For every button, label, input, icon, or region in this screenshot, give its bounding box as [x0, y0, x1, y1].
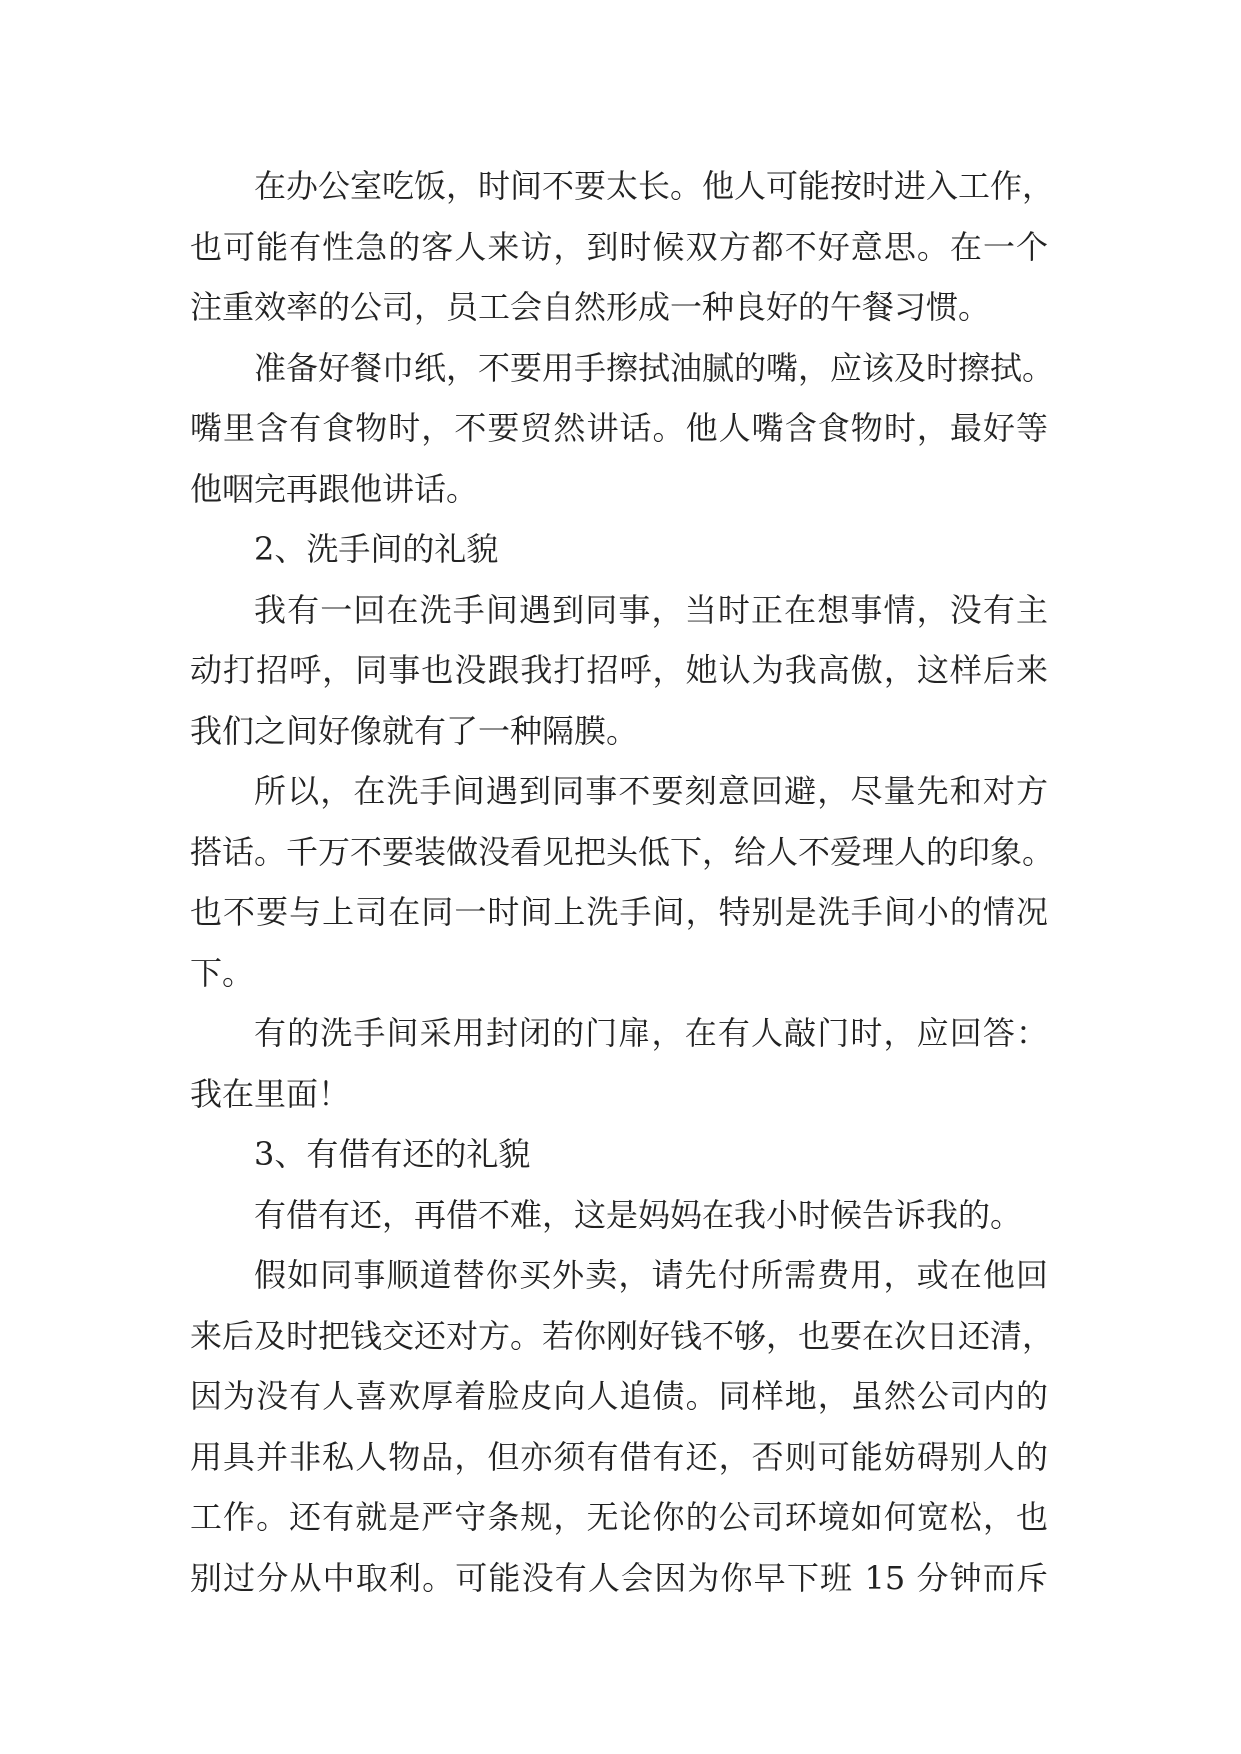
text-line: 工作。还有就是严守条规，无论你的公司环境如何宽松，也 — [190, 1498, 1048, 1536]
text-line: 动打招呼，同事也没跟我打招呼，她认为我高傲，这样后来 — [190, 651, 1048, 689]
text-line: 准备好餐巾纸，不要用手擦拭油腻的嘴，应该及时擦拭。 — [254, 348, 1055, 387]
text-line: 下。 — [190, 953, 255, 992]
text-line: 因为没有人喜欢厚着脸皮向人追债。同样地，虽然公司内的 — [190, 1377, 1048, 1415]
text-line: 我有一回在洗手间遇到同事，当时正在想事情，没有主 — [254, 590, 1048, 629]
text-line: 用具并非私人物品，但亦须有借有还，否则可能妨碍别人的 — [190, 1437, 1048, 1476]
text-line: 嘴里含有食物时，不要贸然讲话。他人嘴含食物时，最好等 — [190, 409, 1048, 447]
text-line: 我们之间好像就有了一种隔膜。 — [190, 711, 639, 750]
text-line: 也不要与上司在同一时间上洗手间，特别是洗手间小的情况 — [190, 893, 1048, 931]
text-line: 搭话。千万不要装做没看见把头低下，给人不爱理人的印象。 — [190, 832, 1055, 871]
section-heading: 2、洗手间的礼貌 — [254, 530, 499, 568]
text-line: 也可能有性急的客人来访，到时候双方都不好意思。在一个 — [190, 227, 1048, 266]
text-line: 假如同事顺道替你买外卖，请先付所需费用，或在他回 — [254, 1256, 1048, 1294]
text-line: 有借有还，再借不难，这是妈妈在我小时候告诉我的。 — [254, 1195, 1023, 1234]
text-line: 注重效率的公司，员工会自然形成一种良好的午餐习惯。 — [190, 288, 991, 326]
text-line: 所以，在洗手间遇到同事不要刻意回避，尽量先和对方 — [254, 772, 1048, 810]
text-line: 在办公室吃饭，时间不要太长。他人可能按时进入工作， — [254, 167, 1055, 205]
section-heading: 3、有借有还的礼貌 — [254, 1135, 531, 1173]
text-line: 我在里面！ — [190, 1074, 351, 1113]
text-line: 有的洗手间采用封闭的门扉，在有人敲门时，应回答： — [254, 1014, 1048, 1052]
document-body — [190, 156, 1055, 1608]
text-line: 来后及时把钱交还对方。若你刚好钱不够，也要在次日还清， — [190, 1316, 1055, 1355]
text-line: 他咽完再跟他讲话。 — [190, 469, 479, 508]
text-line: 别过分从中取利。可能没有人会因为你早下班 15 分钟而斥 — [190, 1558, 1048, 1597]
